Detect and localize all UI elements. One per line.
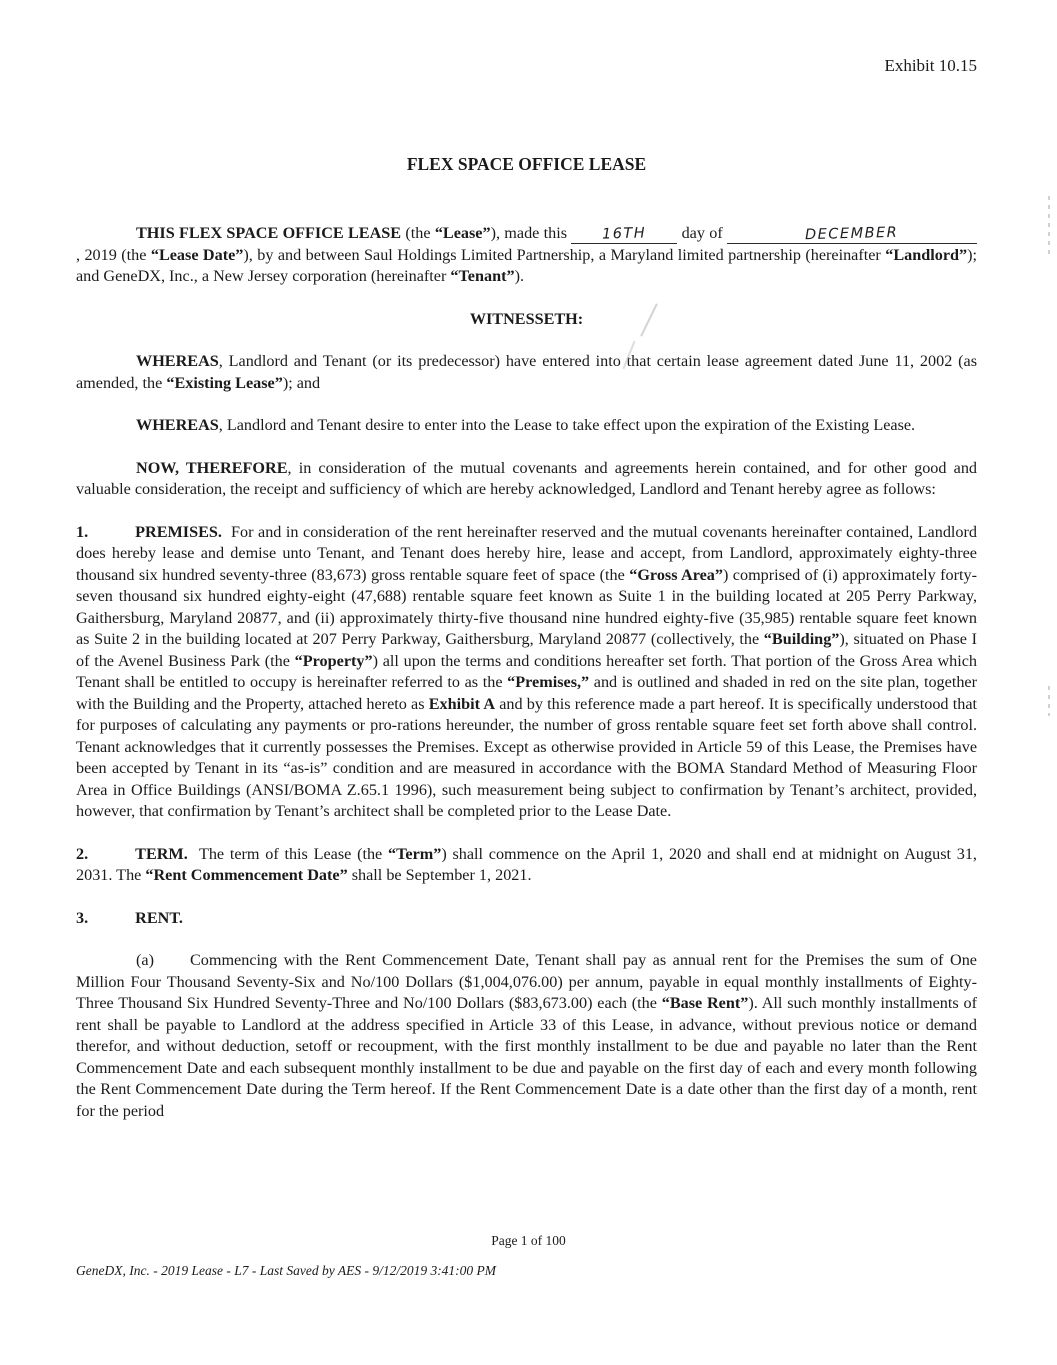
rent-subparagraph-a xyxy=(76,950,977,1122)
defined-term-tenant: “Tenant” xyxy=(450,267,515,285)
whereas1-text-2: ); and xyxy=(282,373,321,392)
section-rent-heading xyxy=(76,908,977,930)
opening-text-1: (the xyxy=(401,224,435,242)
premises-text-1: For and in consideration of the rent hereinafter reserved and the mutual covenants hereinafter contained, Landlord does hereby lease and demise unto Tenant, and Tenant does hereby hire, lease and accept, from Landlord, approximately eighty-three thousand six hundred seventy-three (83,673) gross rentable square feet of space (the xyxy=(76,522,978,584)
opening-text-2: ), made this xyxy=(490,224,572,242)
opening-text-6: ); and GeneDX, Inc., a New Jersey corporation (hereinafter xyxy=(76,245,977,285)
page-number: Page 1 of 100 xyxy=(491,1233,566,1248)
defined-term-landlord: “Landlord” xyxy=(885,245,968,264)
whereas-paragraph-2 xyxy=(76,415,977,437)
witnesseth-text: WITNESSETH: xyxy=(469,309,584,328)
section-term-paragraph xyxy=(76,844,977,887)
defined-term-premises: “Premises,” xyxy=(507,673,590,691)
section-number-2: 2. xyxy=(76,844,89,863)
premises-text-2: ) comprised of (i) approximately forty-seven thousand six hundred eighty-eight (47,688) rentable square feet known as Suite 1 in the building located at 205 Perry Parkway, Gaithersburg, Maryland 20877, and (ii) approximately thirty-five thousand nine hundred eighty-five (35,985) rentable square feet known as Suite 2 in the building located at 207 Perry Parkway, Gaithersburg, Maryland 20877 (collectively, the xyxy=(76,565,978,648)
defined-term-gross-area: “Gross Area” xyxy=(629,565,723,584)
section-number-3: 3. xyxy=(76,908,89,927)
whereas1-text-1: , Landlord and Tenant (or its predecessor) have entered into that certain lease agreement dated June 11, 2002 (as amended, the xyxy=(76,352,977,392)
blank-day-line xyxy=(571,225,677,244)
witnesseth-heading xyxy=(76,309,977,331)
section-premises-paragraph xyxy=(76,522,977,823)
blank-month-line xyxy=(727,225,977,244)
opening-text-5: ), by and between Saul Holdings Limited Partnership, a Maryland limited partnership (hereinafter xyxy=(243,245,886,264)
whereas-lead-1: WHEREAS xyxy=(136,352,219,370)
document-file-info: GeneDX, Inc. - 2019 Lease - L7 - Last Saved by AES - 9/12/2019 3:41:00 PM xyxy=(76,1263,497,1278)
handwritten-day: 16TH xyxy=(601,225,647,243)
section-heading-rent: RENT. xyxy=(135,908,183,927)
now-therefore-lead: NOW, THEREFORE xyxy=(136,458,288,477)
opening-text-7: ). xyxy=(514,267,525,285)
term-text-3: shall be September 1, 2021. xyxy=(347,866,532,884)
handwritten-month: DECEMBER xyxy=(805,224,899,244)
defined-term-property: “Property” xyxy=(294,651,373,670)
premises-text-3: ), situated on Phase I of the Avenel Business Park (the xyxy=(76,630,977,670)
whereas2-text-1: , Landlord and Tenant desire to enter into the Lease to take effect upon the expiration of the Existing Lease. xyxy=(218,416,916,434)
defined-term-lease: “Lease” xyxy=(434,224,491,242)
defined-term-term: “Term” xyxy=(387,844,442,863)
rent-a-text-2: ). All such monthly installments of rent shall be payable to Landlord at the address specified in Article 33 of this Lease, in advance, without previous notice or demand therefor, and without deduction, setoff or recoupment, with the first monthly installment to be due and payable no later than the Rent Commencement Date and each subsequent monthly installment to be due and payable on the first day of each and every month following the Rent Commencement Date during the Term hereof. If the Rent Commencement Date is a date other than the first day of a month, rent for the period xyxy=(76,994,977,1120)
section-heading-premises: PREMISES. xyxy=(135,522,222,541)
exhibit-label: Exhibit 10.15 xyxy=(884,56,977,75)
whereas-lead-2: WHEREAS xyxy=(136,416,219,434)
opening-text-4: , 2019 (the xyxy=(76,245,151,264)
now-therefore-text-1: , in consideration of the mutual covenants and agreements herein contained, and for other good and valuable consideration, the receipt and sufficiency of which are hereby acknowledged, Landlord and Tenant hereby agree as follows: xyxy=(76,458,978,498)
opening-paragraph xyxy=(76,223,977,288)
defined-term-rent-commencement-date: “Rent Commencement Date” xyxy=(145,866,348,884)
whereas-paragraph-1 xyxy=(76,351,977,394)
opening-lead: THIS FLEX SPACE OFFICE LEASE xyxy=(136,224,402,242)
now-therefore-paragraph xyxy=(76,458,977,501)
term-spacer xyxy=(188,845,199,863)
page-edge-artifact-2 xyxy=(1048,686,1050,716)
defined-term-lease-date: “Lease Date” xyxy=(150,245,244,264)
section-number-1: 1. xyxy=(76,522,89,541)
document-title: FLEX SPACE OFFICE LEASE xyxy=(406,154,647,174)
premises-spacer xyxy=(222,523,231,541)
defined-term-base-rent: “Base Rent” xyxy=(661,994,749,1012)
premises-text-6: and by this reference made a part hereof. It is specifically understood that for purposes of calculating any payments or pro-rations hereunder, the number of gross rentable square feet set forth above shall control. Tenant acknowledges that it currently possesses the Premises. Except as otherwise provided in Article 59 of this Lease, the Premises have been accepted by Tenant in its “as-is” condition and are measured in accordance with the BOMA Standard Method of Measuring Floor Area in Office Buildings (ANSI/BOMA Z.65.1 1996), such measurement being subject to confirmation by Tenant’s architect, provided, however, that confirmation by Tenant’s architect shall be completed prior to the Lease Date. xyxy=(76,694,977,820)
rent-a-label: (a) xyxy=(136,951,154,969)
opening-text-3: day of xyxy=(677,224,728,242)
defined-term-existing-lease: “Existing Lease” xyxy=(166,373,283,392)
page-edge-artifact-1 xyxy=(1048,196,1050,254)
exhibit-a-reference: Exhibit A xyxy=(428,694,496,713)
rent-a-text-1: Commencing with the Rent Commencement Date, Tenant shall pay as annual rent for the Premises the sum of One Million Four Thousand Seventy-Six and No/100 Dollars ($1,004,076.00) per annum, payable in equal monthly installments of Eighty-Three Thousand Six Hundred Seventy-Three and No/100 Dollars ($83,673.00) each (the xyxy=(76,951,977,1012)
premises-text-4: ) all upon the terms and conditions hereafter set forth. That portion of the Gross Area which Tenant shall be entitled to occupy is hereinafter referred to as the xyxy=(76,651,977,691)
term-text-1: The term of this Lease (the xyxy=(198,844,388,863)
term-text-2: ) shall commence on the April 1, 2020 and shall end at midnight on August 31, 2031. The xyxy=(76,844,977,884)
premises-text-5: and is outlined and shaded in red on the site plan, together with the Building and the Property, attached hereto as xyxy=(76,673,978,713)
defined-term-building: “Building” xyxy=(763,630,840,648)
section-heading-term: TERM. xyxy=(135,844,188,863)
